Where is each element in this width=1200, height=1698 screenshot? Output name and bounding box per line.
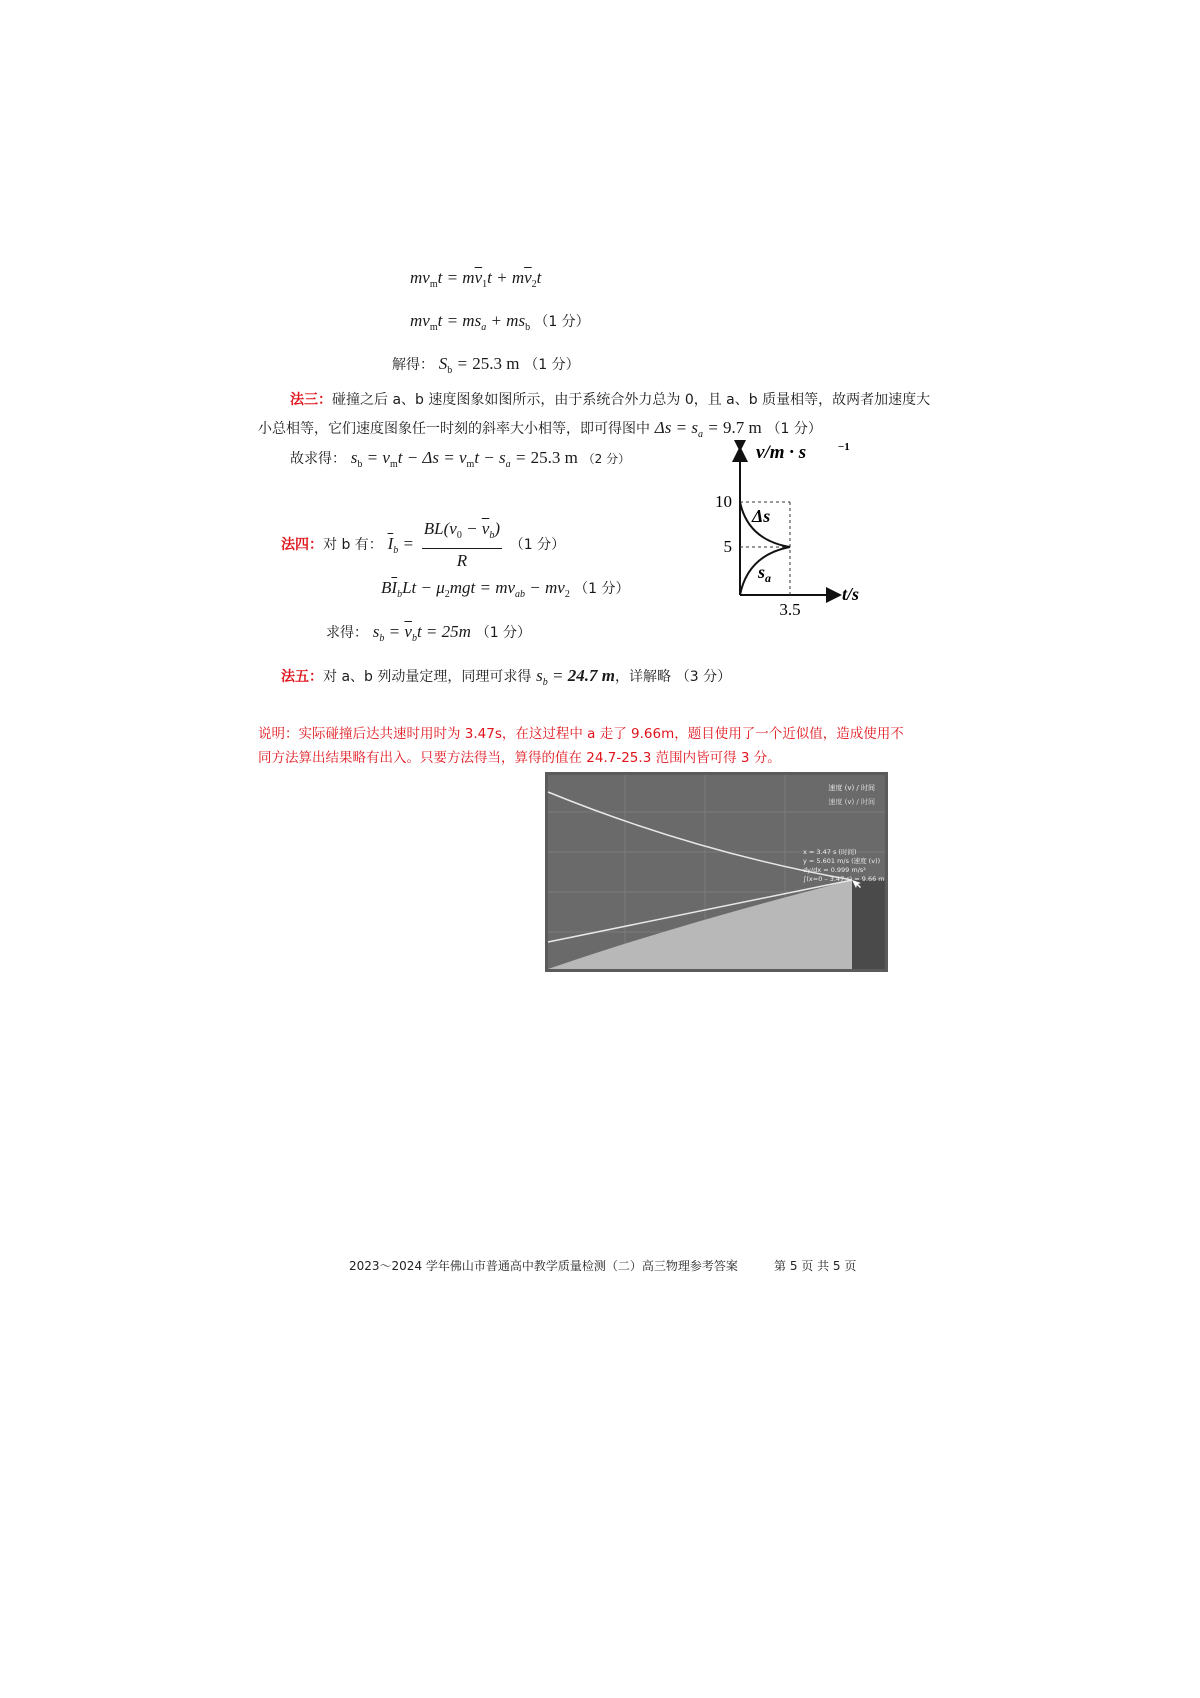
method4-result: 求得： $s_b = \overline{v}_bt = 25m$ （1 分） (326, 622, 532, 644)
solve-line: 解得： $S_b = 25.3$ m （1 分） (392, 354, 580, 376)
method3-line2: 小总相等，它们速度图象任一时刻的斜率大小相等，即可得图中 $\Delta s = s_a = 9.7$ m （1 分） (258, 418, 822, 440)
method4-line1: 法四：对 b 有： $\overline{I}_b$ = $\frac{BL(v_0 - \overline{v}_b)}{R}$ （1 分） (281, 517, 565, 573)
readout-integral: ∫(x=0 – 3.47 s) = 9.66 m (803, 875, 885, 883)
unshaded-region (852, 880, 885, 969)
x-axis-label: t/s (842, 584, 860, 604)
equation-momentum-average: $mv_mt = m\overline{v}_1t + m\overline{v}_2t$ (410, 268, 542, 290)
solve-value: 25.3 m (472, 354, 520, 373)
footer-title: 2023～2024 学年佛山市普通高中教学质量检测（二）高三物理参考答案 (349, 1259, 738, 1273)
points-eq2: （1 分） (534, 314, 590, 330)
method5-line: 法五：对 a、b 列动量定理，同理可求得 $s_b = 24.7$ m，详解略 （3 分） (281, 666, 732, 688)
legend-1: 速度 (v) / 时间 (828, 784, 875, 792)
note-line1: 说明：实际碰撞后达共速时用时为 3.47s，在这过程中 a 走了 9.66m，题目使用了一个近似值，造成使用不 (258, 726, 904, 742)
y-axis-label: v/m · s (756, 442, 807, 463)
method4-line2: $B\overline{I}_bLt - \mu_2mgt = mv_{ab} - mv_2$ （1 分） (381, 578, 630, 600)
legend-2: 速度 (v) / 时间 (828, 798, 875, 806)
method3-conclusion: 故求得： $s_b = v_mt - \Delta s = v_mt - s_a = 25.3$ m （2 分） (290, 448, 631, 470)
area-delta-s: Δs (752, 506, 771, 526)
area-s-a: $s_a$ (758, 562, 772, 585)
tick-5: 5 (723, 537, 732, 556)
method3-line1: 法三：碰撞之后 a、b 速度图象如图所示，由于系统合外力总为 0，且 a、b 质量相等，故两者加速度大 (290, 392, 931, 408)
tick-3-5: 3.5 (779, 600, 801, 619)
velocity-time-graph (710, 440, 890, 620)
footer-page-number: 第 5 页 共 5 页 (774, 1259, 857, 1273)
readout-slope: dy/dx = 0.999 m/s² (803, 866, 866, 874)
fraction-current: $\frac{BL(v_0 - \overline{v}_b)}{R}$ (423, 519, 501, 570)
tick-10: 10 (715, 492, 732, 511)
simulation-screenshot (545, 772, 888, 972)
equation-momentum-distance: $mv_mt = ms_a + ms_b$ （1 分） (410, 311, 590, 333)
readout-y: y = 5.601 m/s (速度 (v)) (803, 857, 881, 865)
method5-label: 法五： (281, 669, 323, 685)
readout-x: x = 3.47 s (时间) (803, 848, 857, 856)
method4-label: 法四： (281, 537, 323, 553)
y-axis-exponent: −1 (838, 441, 850, 453)
method3-label: 法三： (290, 392, 332, 408)
note-line2: 同方法算出结果略有出入。只要方法得当，算得的值在 24.7-25.3 范围内皆可得 3 分。 (258, 750, 781, 766)
